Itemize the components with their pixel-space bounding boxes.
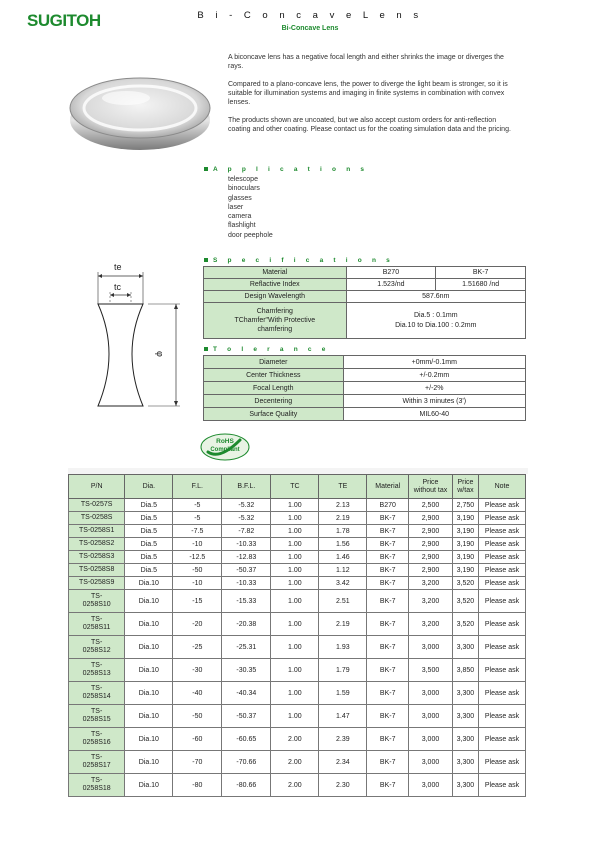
col-header-te: TE (319, 475, 367, 499)
cell-pn: TS- 0258S15 (69, 705, 125, 728)
cell-note: Please ask (478, 499, 525, 512)
cell-note: Please ask (478, 728, 525, 751)
list-item: camera (228, 213, 252, 221)
tolerance-heading: T o l e r a n c e (204, 346, 330, 353)
cell-pn: TS- 0258S16 (69, 728, 125, 751)
cell-bfl: -7.82 (222, 525, 271, 538)
bullet-square-icon (204, 347, 208, 351)
cell-price-tax: 3,520 (452, 577, 478, 590)
cell-tc: 1.00 (271, 499, 319, 512)
cell-material: BK-7 (367, 613, 409, 636)
cell-dia: Dia.10 (125, 682, 173, 705)
cell-price: 3,000 (409, 705, 453, 728)
cell-fl: -25 (173, 636, 222, 659)
table-row (69, 636, 526, 659)
cell-note: Please ask (478, 774, 525, 797)
cell-bfl: -10.33 (222, 577, 271, 590)
cell-tc: 1.00 (271, 613, 319, 636)
cell-price-tax: 3,300 (452, 705, 478, 728)
cell-note: Please ask (478, 564, 525, 577)
cell-tc: 1.00 (271, 682, 319, 705)
cell-dia: Dia.10 (125, 751, 173, 774)
cell-pn: TS-0257S (69, 499, 125, 512)
cell-bfl: -60.65 (222, 728, 271, 751)
list-item: laser (228, 203, 244, 211)
cell-material: B270 (367, 499, 409, 512)
table-row (69, 551, 526, 564)
cell-note: Please ask (478, 613, 525, 636)
cell-pn: TS-0258S1 (69, 525, 125, 538)
cell-te: 2.51 (319, 590, 367, 613)
cell-dia: Dia.10 (125, 577, 173, 590)
cell-tc: 2.00 (271, 728, 319, 751)
table-row (69, 577, 526, 590)
cell-price: 2,900 (409, 512, 453, 525)
cell-material: BK-7 (367, 705, 409, 728)
cell-price: 2,900 (409, 564, 453, 577)
col-header-price: Price without tax (409, 475, 453, 499)
tolerance-value: +0mm/-0.1mm (343, 356, 525, 369)
cell-note: Please ask (478, 659, 525, 682)
cell-pn: TS- 0258S12 (69, 636, 125, 659)
cell-pn: TS- 0258S13 (69, 659, 125, 682)
table-row (69, 499, 526, 512)
cell-fl: -7.5 (173, 525, 222, 538)
tolerance-label: Focal Length (204, 382, 344, 395)
cell-fl: -10 (173, 538, 222, 551)
table-row (69, 525, 526, 538)
lens-photo (66, 68, 214, 160)
cell-tc: 2.00 (271, 774, 319, 797)
cell-dia: Dia.5 (125, 551, 173, 564)
cell-dia: Dia.5 (125, 538, 173, 551)
cell-price: 2,900 (409, 538, 453, 551)
spec-value: Dia.5 : 0.1mm Dia.10 to Dia.100 : 0.2mm (346, 303, 525, 339)
cell-bfl: -5.32 (222, 512, 271, 525)
intro-paragraph: Compared to a plano-concave lens, the power to diverge the light beam is stronger, so it is suitable for illumination systems and imaging in finite systems in combination with convex lenses. (228, 81, 508, 107)
cell-pn: TS-0258S (69, 512, 125, 525)
tolerance-label: Decentering (204, 395, 344, 408)
table-row (69, 682, 526, 705)
cell-bfl: -10.33 (222, 538, 271, 551)
cell-bfl: -50.37 (222, 564, 271, 577)
cell-tc: 1.00 (271, 636, 319, 659)
cell-te: 2.30 (319, 774, 367, 797)
cell-bfl: -20.38 (222, 613, 271, 636)
cell-pn: TS-0258S2 (69, 538, 125, 551)
list-item: door peephole (228, 231, 273, 239)
cell-price-tax: 3,190 (452, 551, 478, 564)
cell-dia: Dia.10 (125, 590, 173, 613)
cell-fl: -15 (173, 590, 222, 613)
list-item: binoculars (228, 185, 260, 193)
cell-price-tax: 3,190 (452, 525, 478, 538)
table-row (69, 538, 526, 551)
cell-pn: TS-0258S3 (69, 551, 125, 564)
cell-price: 3,200 (409, 613, 453, 636)
cell-pn: TS- 0258S18 (69, 774, 125, 797)
cell-dia: Dia.5 (125, 499, 173, 512)
cell-material: BK-7 (367, 728, 409, 751)
table-row (69, 728, 526, 751)
tolerance-value: Within 3 minutes (3') (343, 395, 525, 408)
cell-tc: 1.00 (271, 564, 319, 577)
cell-tc: 1.00 (271, 590, 319, 613)
cell-price: 3,200 (409, 590, 453, 613)
cell-material: BK-7 (367, 538, 409, 551)
cell-note: Please ask (478, 512, 525, 525)
cell-price: 2,900 (409, 551, 453, 564)
col-header-dia: Dia. (125, 475, 173, 499)
cell-price-tax: 3,520 (452, 590, 478, 613)
cell-te: 2.19 (319, 613, 367, 636)
cell-bfl: -12.83 (222, 551, 271, 564)
cell-pn: TS-0258S8 (69, 564, 125, 577)
page-subtitle: Bi-Concave Lens (281, 25, 339, 32)
cell-price: 2,900 (409, 525, 453, 538)
cell-price-tax: 3,300 (452, 751, 478, 774)
cell-pn: TS- 0258S17 (69, 751, 125, 774)
tc-label: tc (114, 282, 122, 292)
applications-list (228, 175, 273, 240)
cell-te: 3.42 (319, 577, 367, 590)
table-row (69, 705, 526, 728)
cell-price-tax: 3,190 (452, 538, 478, 551)
cell-te: 1.59 (319, 682, 367, 705)
cell-pn: TS- 0258S10 (69, 590, 125, 613)
intro-paragraph: The products shown are uncoated, but we also accept custom orders for anti-reflection coating and other coating. Please contact us for the coating simulation data and the pricing. (228, 117, 511, 134)
cell-price-tax: 3,300 (452, 728, 478, 751)
page-title: B i - C o n c a v e L e n s (197, 10, 423, 21)
cell-tc: 1.00 (271, 525, 319, 538)
cell-material: BK-7 (367, 577, 409, 590)
cell-bfl: -40.34 (222, 682, 271, 705)
cell-price-tax: 3,300 (452, 682, 478, 705)
cell-material: BK-7 (367, 590, 409, 613)
cell-price-tax: 3,190 (452, 512, 478, 525)
tolerance-label: Diameter (204, 356, 344, 369)
cell-price-tax: 3,190 (452, 564, 478, 577)
cell-te: 2.39 (319, 728, 367, 751)
cell-fl: -50 (173, 564, 222, 577)
cell-te: 1.56 (319, 538, 367, 551)
cell-tc: 1.00 (271, 551, 319, 564)
cell-bfl: -70.66 (222, 751, 271, 774)
list-item: glasses (228, 194, 252, 202)
cell-bfl: -30.35 (222, 659, 271, 682)
cell-fl: -40 (173, 682, 222, 705)
col-header-bfl: B.F.L. (222, 475, 271, 499)
cell-pn: TS-0258S9 (69, 577, 125, 590)
intro-paragraph: A biconcave lens has a negative focal length and either shrinks the image or diverges the rays. (228, 54, 504, 71)
cell-material: BK-7 (367, 512, 409, 525)
cell-bfl: -25.31 (222, 636, 271, 659)
cell-material: BK-7 (367, 525, 409, 538)
tolerance-label: Center Thickness (204, 369, 344, 382)
sugitoh-logo (27, 10, 107, 30)
cell-fl: -50 (173, 705, 222, 728)
cell-tc: 1.00 (271, 659, 319, 682)
specifications-heading: S p e c i f i c a t i o n s (204, 257, 394, 264)
table-row (69, 659, 526, 682)
cell-price: 3,000 (409, 774, 453, 797)
cell-price-tax: 3,300 (452, 636, 478, 659)
cell-note: Please ask (478, 636, 525, 659)
cell-material: BK-7 (367, 682, 409, 705)
tolerance-table (203, 355, 526, 421)
cell-fl: -60 (173, 728, 222, 751)
cell-material: BK-7 (367, 551, 409, 564)
bullet-square-icon (204, 167, 208, 171)
cell-fl: -5 (173, 512, 222, 525)
table-row (69, 751, 526, 774)
cell-material: BK-7 (367, 564, 409, 577)
cell-note: Please ask (478, 705, 525, 728)
spec-value: 1.51680 /nd (436, 279, 526, 291)
cell-material: BK-7 (367, 774, 409, 797)
cell-bfl: -15.33 (222, 590, 271, 613)
cell-price: 3,200 (409, 577, 453, 590)
compliant-text: Compliant (210, 447, 240, 453)
cell-tc: 1.00 (271, 538, 319, 551)
cell-dia: Dia.5 (125, 525, 173, 538)
cell-te: 1.46 (319, 551, 367, 564)
cell-note: Please ask (478, 751, 525, 774)
cell-price: 3,000 (409, 751, 453, 774)
cell-pn: TS- 0258S14 (69, 682, 125, 705)
cell-te: 1.12 (319, 564, 367, 577)
cell-price-tax: 3,850 (452, 659, 478, 682)
cell-price-tax: 3,300 (452, 774, 478, 797)
cell-bfl: -50.37 (222, 705, 271, 728)
cell-fl: -20 (173, 613, 222, 636)
spec-label: Design Wavelength (204, 291, 347, 303)
list-item: telescope (228, 176, 258, 183)
cell-note: Please ask (478, 551, 525, 564)
cell-te: 2.19 (319, 512, 367, 525)
cell-note: Please ask (478, 525, 525, 538)
cell-fl: -70 (173, 751, 222, 774)
cell-dia: Dia.10 (125, 659, 173, 682)
cell-tc: 1.00 (271, 705, 319, 728)
cell-dia: Dia.10 (125, 728, 173, 751)
cell-price: 3,000 (409, 728, 453, 751)
cell-pn: TS- 0258S11 (69, 613, 125, 636)
cell-fl: -80 (173, 774, 222, 797)
table-row (69, 564, 526, 577)
cell-bfl: -5.32 (222, 499, 271, 512)
cell-fl: -5 (173, 499, 222, 512)
spec-value: BK-7 (436, 267, 526, 279)
col-header-material: Material (367, 475, 409, 499)
lens-cross-section-diagram (88, 258, 198, 418)
applications-heading: A p p l i c a t i o n s (204, 166, 368, 173)
cell-price: 3,000 (409, 636, 453, 659)
cell-price: 3,000 (409, 682, 453, 705)
spec-label: Material (204, 267, 347, 279)
cell-fl: -10 (173, 577, 222, 590)
table-row (69, 590, 526, 613)
parts-table (68, 474, 526, 797)
cell-material: BK-7 (367, 751, 409, 774)
cell-dia: Dia.5 (125, 564, 173, 577)
cell-te: 1.78 (319, 525, 367, 538)
cell-dia: Dia.10 (125, 613, 173, 636)
cell-price-tax: 3,520 (452, 613, 478, 636)
cell-tc: 2.00 (271, 751, 319, 774)
cell-price-tax: 2,750 (452, 499, 478, 512)
cell-te: 1.47 (319, 705, 367, 728)
specifications-table (203, 266, 526, 339)
cell-material: BK-7 (367, 659, 409, 682)
spec-label: Reflactive Index (204, 279, 347, 291)
spec-value: 587.6nm (346, 291, 525, 303)
cell-note: Please ask (478, 577, 525, 590)
tolerance-value: MIL60-40 (343, 408, 525, 421)
bullet-square-icon (204, 258, 208, 262)
col-header-price-tax: Price w/tax (452, 475, 478, 499)
te-label: te (114, 262, 122, 272)
cell-fl: -12.5 (173, 551, 222, 564)
cell-te: 1.79 (319, 659, 367, 682)
tolerance-label: Surface Quality (204, 408, 344, 421)
cell-note: Please ask (478, 682, 525, 705)
cell-note: Please ask (478, 590, 525, 613)
spec-value: B270 (346, 267, 436, 279)
cell-note: Please ask (478, 538, 525, 551)
cell-material: BK-7 (367, 636, 409, 659)
table-row (69, 512, 526, 525)
cell-dia: Dia.10 (125, 636, 173, 659)
intro-text (228, 53, 518, 143)
col-header-pn: P/N (69, 475, 125, 499)
cell-tc: 1.00 (271, 512, 319, 525)
rohs-compliant-badge (200, 432, 250, 462)
rohs-text: RoHS (216, 438, 234, 445)
cell-fl: -30 (173, 659, 222, 682)
col-header-note: Note (478, 475, 525, 499)
cell-bfl: -80.66 (222, 774, 271, 797)
cell-te: 2.13 (319, 499, 367, 512)
col-header-fl: F.L. (173, 475, 222, 499)
cell-te: 2.34 (319, 751, 367, 774)
cell-price: 2,500 (409, 499, 453, 512)
cell-price: 3,500 (409, 659, 453, 682)
col-header-tc: TC (271, 475, 319, 499)
spec-value: 1.523/nd (346, 279, 436, 291)
table-row (69, 613, 526, 636)
phi-label: φ (155, 351, 165, 357)
cell-tc: 1.00 (271, 577, 319, 590)
logo-text: SUGITOH (27, 11, 101, 30)
cell-dia: Dia.5 (125, 512, 173, 525)
table-row (69, 774, 526, 797)
spec-label: Chamfering TChamfer"With Protective chamfering (204, 303, 347, 339)
tolerance-value: +/-2% (343, 382, 525, 395)
parts-table-body (69, 499, 526, 797)
tolerance-value: +/-0.2mm (343, 369, 525, 382)
cell-dia: Dia.10 (125, 774, 173, 797)
cell-dia: Dia.10 (125, 705, 173, 728)
cell-te: 1.93 (319, 636, 367, 659)
list-item: flashlight (228, 222, 256, 230)
table-header-row (69, 475, 526, 499)
